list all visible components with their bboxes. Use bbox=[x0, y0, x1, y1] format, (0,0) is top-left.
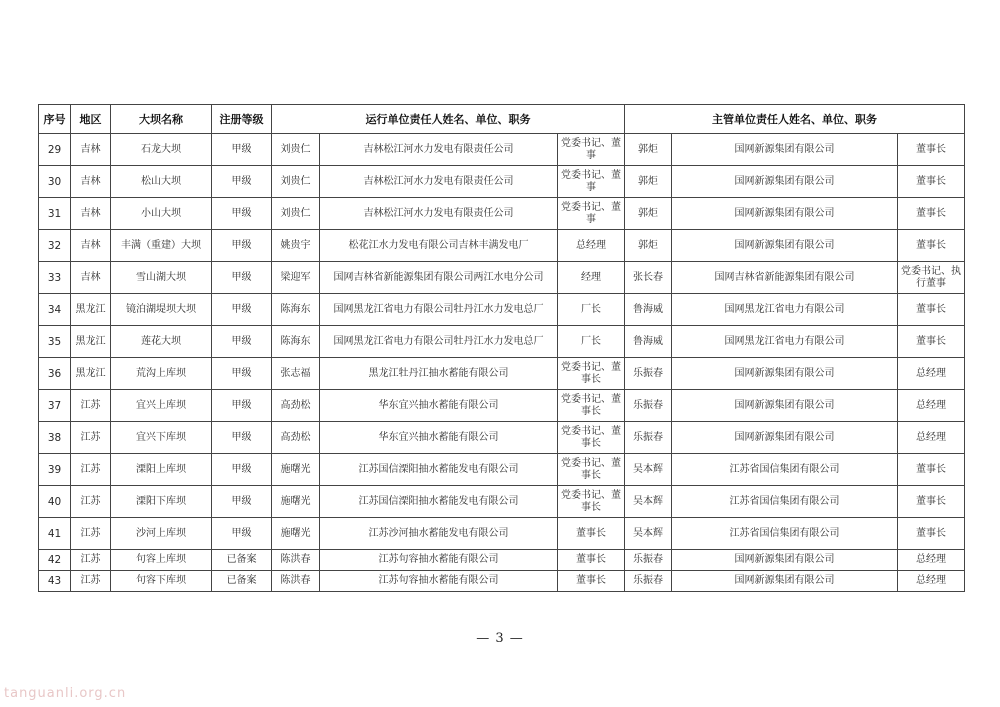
cell-supervisor-title: 党委书记、执行董事 bbox=[898, 262, 965, 294]
cell-grade: 已备案 bbox=[212, 571, 272, 592]
watermark: tanguanli.org.cn bbox=[4, 686, 127, 701]
cell-seq: 29 bbox=[39, 134, 71, 166]
cell-supervisor-name: 鲁海威 bbox=[625, 294, 672, 326]
cell-dam-name: 丰满（重建）大坝 bbox=[111, 230, 212, 262]
cell-operator-title: 党委书记、董事长 bbox=[558, 422, 625, 454]
table-row bbox=[39, 518, 965, 550]
cell-supervisor-title: 董事长 bbox=[898, 294, 965, 326]
cell-grade: 甲级 bbox=[212, 486, 272, 518]
cell-seq: 35 bbox=[39, 326, 71, 358]
cell-dam-name: 句容下库坝 bbox=[111, 571, 212, 592]
header-operator: 运行单位责任人姓名、单位、职务 bbox=[272, 105, 625, 134]
header-row bbox=[39, 105, 965, 134]
cell-supervisor-unit: 江苏省国信集团有限公司 bbox=[672, 518, 898, 550]
table-row bbox=[39, 358, 965, 390]
cell-region: 吉林 bbox=[71, 198, 111, 230]
cell-operator-title: 董事长 bbox=[558, 571, 625, 592]
cell-grade: 甲级 bbox=[212, 454, 272, 486]
cell-operator-name: 陈海东 bbox=[272, 294, 320, 326]
cell-seq: 41 bbox=[39, 518, 71, 550]
cell-region: 黑龙江 bbox=[71, 326, 111, 358]
cell-operator-name: 姚贵宇 bbox=[272, 230, 320, 262]
cell-region: 江苏 bbox=[71, 390, 111, 422]
cell-operator-unit: 江苏句容抽水蓄能有限公司 bbox=[320, 571, 558, 592]
cell-dam-name: 小山大坝 bbox=[111, 198, 212, 230]
cell-operator-title: 党委书记、董事 bbox=[558, 166, 625, 198]
cell-supervisor-unit: 江苏省国信集团有限公司 bbox=[672, 486, 898, 518]
cell-seq: 40 bbox=[39, 486, 71, 518]
cell-seq: 43 bbox=[39, 571, 71, 592]
cell-supervisor-name: 乐振春 bbox=[625, 571, 672, 592]
cell-dam-name: 雪山湖大坝 bbox=[111, 262, 212, 294]
cell-grade: 甲级 bbox=[212, 262, 272, 294]
cell-dam-name: 句容上库坝 bbox=[111, 550, 212, 571]
cell-operator-title: 厂长 bbox=[558, 294, 625, 326]
cell-seq: 31 bbox=[39, 198, 71, 230]
cell-seq: 37 bbox=[39, 390, 71, 422]
cell-supervisor-unit: 国网新源集团有限公司 bbox=[672, 571, 898, 592]
cell-operator-title: 党委书记、董事 bbox=[558, 134, 625, 166]
header-dam-name: 大坝名称 bbox=[111, 105, 212, 134]
cell-operator-unit: 江苏句容抽水蓄能有限公司 bbox=[320, 550, 558, 571]
cell-supervisor-title: 总经理 bbox=[898, 358, 965, 390]
cell-region: 黑龙江 bbox=[71, 358, 111, 390]
cell-dam-name: 沙河上库坝 bbox=[111, 518, 212, 550]
table-row bbox=[39, 571, 965, 592]
cell-supervisor-name: 吴本辉 bbox=[625, 454, 672, 486]
cell-supervisor-unit: 国网黑龙江省电力有限公司 bbox=[672, 294, 898, 326]
dam-responsibility-table bbox=[38, 104, 965, 592]
cell-dam-name: 宜兴上库坝 bbox=[111, 390, 212, 422]
cell-seq: 39 bbox=[39, 454, 71, 486]
table-row bbox=[39, 198, 965, 230]
cell-region: 吉林 bbox=[71, 262, 111, 294]
cell-grade: 甲级 bbox=[212, 294, 272, 326]
cell-operator-title: 党委书记、董事 bbox=[558, 198, 625, 230]
cell-supervisor-name: 吴本辉 bbox=[625, 518, 672, 550]
cell-supervisor-name: 乐振春 bbox=[625, 358, 672, 390]
cell-supervisor-name: 乐振春 bbox=[625, 390, 672, 422]
cell-supervisor-title: 总经理 bbox=[898, 422, 965, 454]
cell-supervisor-unit: 国网新源集团有限公司 bbox=[672, 390, 898, 422]
table-row bbox=[39, 550, 965, 571]
cell-dam-name: 松山大坝 bbox=[111, 166, 212, 198]
table-row bbox=[39, 134, 965, 166]
cell-supervisor-unit: 江苏省国信集团有限公司 bbox=[672, 454, 898, 486]
cell-dam-name: 荒沟上库坝 bbox=[111, 358, 212, 390]
cell-grade: 甲级 bbox=[212, 358, 272, 390]
cell-operator-unit: 国网吉林省新能源集团有限公司两江水电分公司 bbox=[320, 262, 558, 294]
cell-operator-title: 厂长 bbox=[558, 326, 625, 358]
cell-seq: 30 bbox=[39, 166, 71, 198]
cell-operator-unit: 国网黑龙江省电力有限公司牡丹江水力发电总厂 bbox=[320, 326, 558, 358]
cell-supervisor-unit: 国网新源集团有限公司 bbox=[672, 550, 898, 571]
cell-operator-unit: 华东宜兴抽水蓄能有限公司 bbox=[320, 422, 558, 454]
cell-operator-title: 董事长 bbox=[558, 518, 625, 550]
cell-seq: 33 bbox=[39, 262, 71, 294]
cell-operator-unit: 江苏国信溧阳抽水蓄能发电有限公司 bbox=[320, 454, 558, 486]
cell-operator-name: 刘贵仁 bbox=[272, 166, 320, 198]
cell-supervisor-title: 董事长 bbox=[898, 134, 965, 166]
cell-operator-name: 施曙光 bbox=[272, 518, 320, 550]
cell-grade: 甲级 bbox=[212, 198, 272, 230]
cell-operator-name: 陈洪春 bbox=[272, 571, 320, 592]
cell-supervisor-name: 张长春 bbox=[625, 262, 672, 294]
cell-operator-unit: 江苏国信溧阳抽水蓄能发电有限公司 bbox=[320, 486, 558, 518]
cell-region: 江苏 bbox=[71, 486, 111, 518]
table-body bbox=[39, 134, 965, 592]
cell-supervisor-title: 董事长 bbox=[898, 326, 965, 358]
cell-region: 江苏 bbox=[71, 571, 111, 592]
cell-dam-name: 镜泊湖堤坝大坝 bbox=[111, 294, 212, 326]
cell-operator-name: 高劲松 bbox=[272, 422, 320, 454]
cell-dam-name: 石龙大坝 bbox=[111, 134, 212, 166]
cell-operator-title: 总经理 bbox=[558, 230, 625, 262]
cell-operator-unit: 国网黑龙江省电力有限公司牡丹江水力发电总厂 bbox=[320, 294, 558, 326]
cell-operator-unit: 松花江水力发电有限公司吉林丰满发电厂 bbox=[320, 230, 558, 262]
cell-operator-name: 施曙光 bbox=[272, 454, 320, 486]
cell-region: 吉林 bbox=[71, 230, 111, 262]
page-number: — 3 — bbox=[476, 631, 524, 646]
table-row bbox=[39, 454, 965, 486]
cell-seq: 34 bbox=[39, 294, 71, 326]
cell-dam-name: 宜兴下库坝 bbox=[111, 422, 212, 454]
cell-region: 黑龙江 bbox=[71, 294, 111, 326]
cell-operator-title: 董事长 bbox=[558, 550, 625, 571]
cell-supervisor-title: 董事长 bbox=[898, 518, 965, 550]
cell-supervisor-title: 总经理 bbox=[898, 571, 965, 592]
cell-supervisor-unit: 国网新源集团有限公司 bbox=[672, 198, 898, 230]
cell-operator-unit: 华东宜兴抽水蓄能有限公司 bbox=[320, 390, 558, 422]
cell-supervisor-title: 董事长 bbox=[898, 198, 965, 230]
cell-region: 吉林 bbox=[71, 166, 111, 198]
cell-operator-title: 党委书记、董事长 bbox=[558, 358, 625, 390]
cell-supervisor-name: 乐振春 bbox=[625, 422, 672, 454]
cell-grade: 甲级 bbox=[212, 390, 272, 422]
cell-grade: 甲级 bbox=[212, 230, 272, 262]
cell-grade: 甲级 bbox=[212, 422, 272, 454]
cell-supervisor-name: 乐振春 bbox=[625, 550, 672, 571]
header-region: 地区 bbox=[71, 105, 111, 134]
cell-region: 江苏 bbox=[71, 454, 111, 486]
cell-operator-name: 刘贵仁 bbox=[272, 134, 320, 166]
cell-supervisor-title: 总经理 bbox=[898, 550, 965, 571]
cell-region: 江苏 bbox=[71, 550, 111, 571]
cell-supervisor-unit: 国网黑龙江省电力有限公司 bbox=[672, 326, 898, 358]
cell-supervisor-title: 董事长 bbox=[898, 166, 965, 198]
cell-operator-name: 梁迎军 bbox=[272, 262, 320, 294]
cell-supervisor-name: 郭炬 bbox=[625, 166, 672, 198]
cell-operator-name: 陈洪春 bbox=[272, 550, 320, 571]
cell-seq: 38 bbox=[39, 422, 71, 454]
cell-seq: 36 bbox=[39, 358, 71, 390]
cell-operator-unit: 黑龙江牡丹江抽水蓄能有限公司 bbox=[320, 358, 558, 390]
cell-operator-name: 高劲松 bbox=[272, 390, 320, 422]
cell-dam-name: 溧阳上库坝 bbox=[111, 454, 212, 486]
cell-region: 江苏 bbox=[71, 518, 111, 550]
cell-supervisor-unit: 国网新源集团有限公司 bbox=[672, 230, 898, 262]
cell-operator-name: 刘贵仁 bbox=[272, 198, 320, 230]
table-row bbox=[39, 294, 965, 326]
table-row bbox=[39, 390, 965, 422]
table-row bbox=[39, 262, 965, 294]
cell-operator-title: 党委书记、董事长 bbox=[558, 454, 625, 486]
cell-dam-name: 莲花大坝 bbox=[111, 326, 212, 358]
cell-operator-unit: 吉林松江河水力发电有限责任公司 bbox=[320, 134, 558, 166]
cell-grade: 已备案 bbox=[212, 550, 272, 571]
table-row bbox=[39, 486, 965, 518]
cell-operator-title: 党委书记、董事长 bbox=[558, 390, 625, 422]
cell-operator-title: 党委书记、董事长 bbox=[558, 486, 625, 518]
cell-supervisor-unit: 国网吉林省新能源集团有限公司 bbox=[672, 262, 898, 294]
table-row bbox=[39, 326, 965, 358]
cell-region: 吉林 bbox=[71, 134, 111, 166]
cell-operator-unit: 吉林松江河水力发电有限责任公司 bbox=[320, 166, 558, 198]
cell-region: 江苏 bbox=[71, 422, 111, 454]
header-supervisor: 主管单位责任人姓名、单位、职务 bbox=[625, 105, 965, 134]
cell-grade: 甲级 bbox=[212, 326, 272, 358]
cell-supervisor-name: 郭炬 bbox=[625, 134, 672, 166]
cell-supervisor-name: 郭炬 bbox=[625, 198, 672, 230]
cell-supervisor-title: 董事长 bbox=[898, 454, 965, 486]
cell-supervisor-title: 董事长 bbox=[898, 486, 965, 518]
cell-seq: 32 bbox=[39, 230, 71, 262]
cell-dam-name: 溧阳下库坝 bbox=[111, 486, 212, 518]
cell-supervisor-unit: 国网新源集团有限公司 bbox=[672, 358, 898, 390]
cell-supervisor-name: 郭炬 bbox=[625, 230, 672, 262]
cell-supervisor-title: 总经理 bbox=[898, 390, 965, 422]
cell-operator-unit: 江苏沙河抽水蓄能发电有限公司 bbox=[320, 518, 558, 550]
cell-grade: 甲级 bbox=[212, 166, 272, 198]
cell-operator-name: 张志福 bbox=[272, 358, 320, 390]
cell-operator-name: 陈海东 bbox=[272, 326, 320, 358]
table-row bbox=[39, 166, 965, 198]
cell-supervisor-unit: 国网新源集团有限公司 bbox=[672, 422, 898, 454]
cell-operator-title: 经理 bbox=[558, 262, 625, 294]
cell-operator-name: 施曙光 bbox=[272, 486, 320, 518]
cell-grade: 甲级 bbox=[212, 134, 272, 166]
header-seq: 序号 bbox=[39, 105, 71, 134]
cell-supervisor-unit: 国网新源集团有限公司 bbox=[672, 134, 898, 166]
cell-supervisor-name: 鲁海威 bbox=[625, 326, 672, 358]
cell-supervisor-title: 董事长 bbox=[898, 230, 965, 262]
table-row bbox=[39, 230, 965, 262]
table-row bbox=[39, 422, 965, 454]
cell-supervisor-name: 吴本辉 bbox=[625, 486, 672, 518]
header-grade: 注册等级 bbox=[212, 105, 272, 134]
cell-grade: 甲级 bbox=[212, 518, 272, 550]
cell-operator-unit: 吉林松江河水力发电有限责任公司 bbox=[320, 198, 558, 230]
cell-supervisor-unit: 国网新源集团有限公司 bbox=[672, 166, 898, 198]
cell-seq: 42 bbox=[39, 550, 71, 571]
